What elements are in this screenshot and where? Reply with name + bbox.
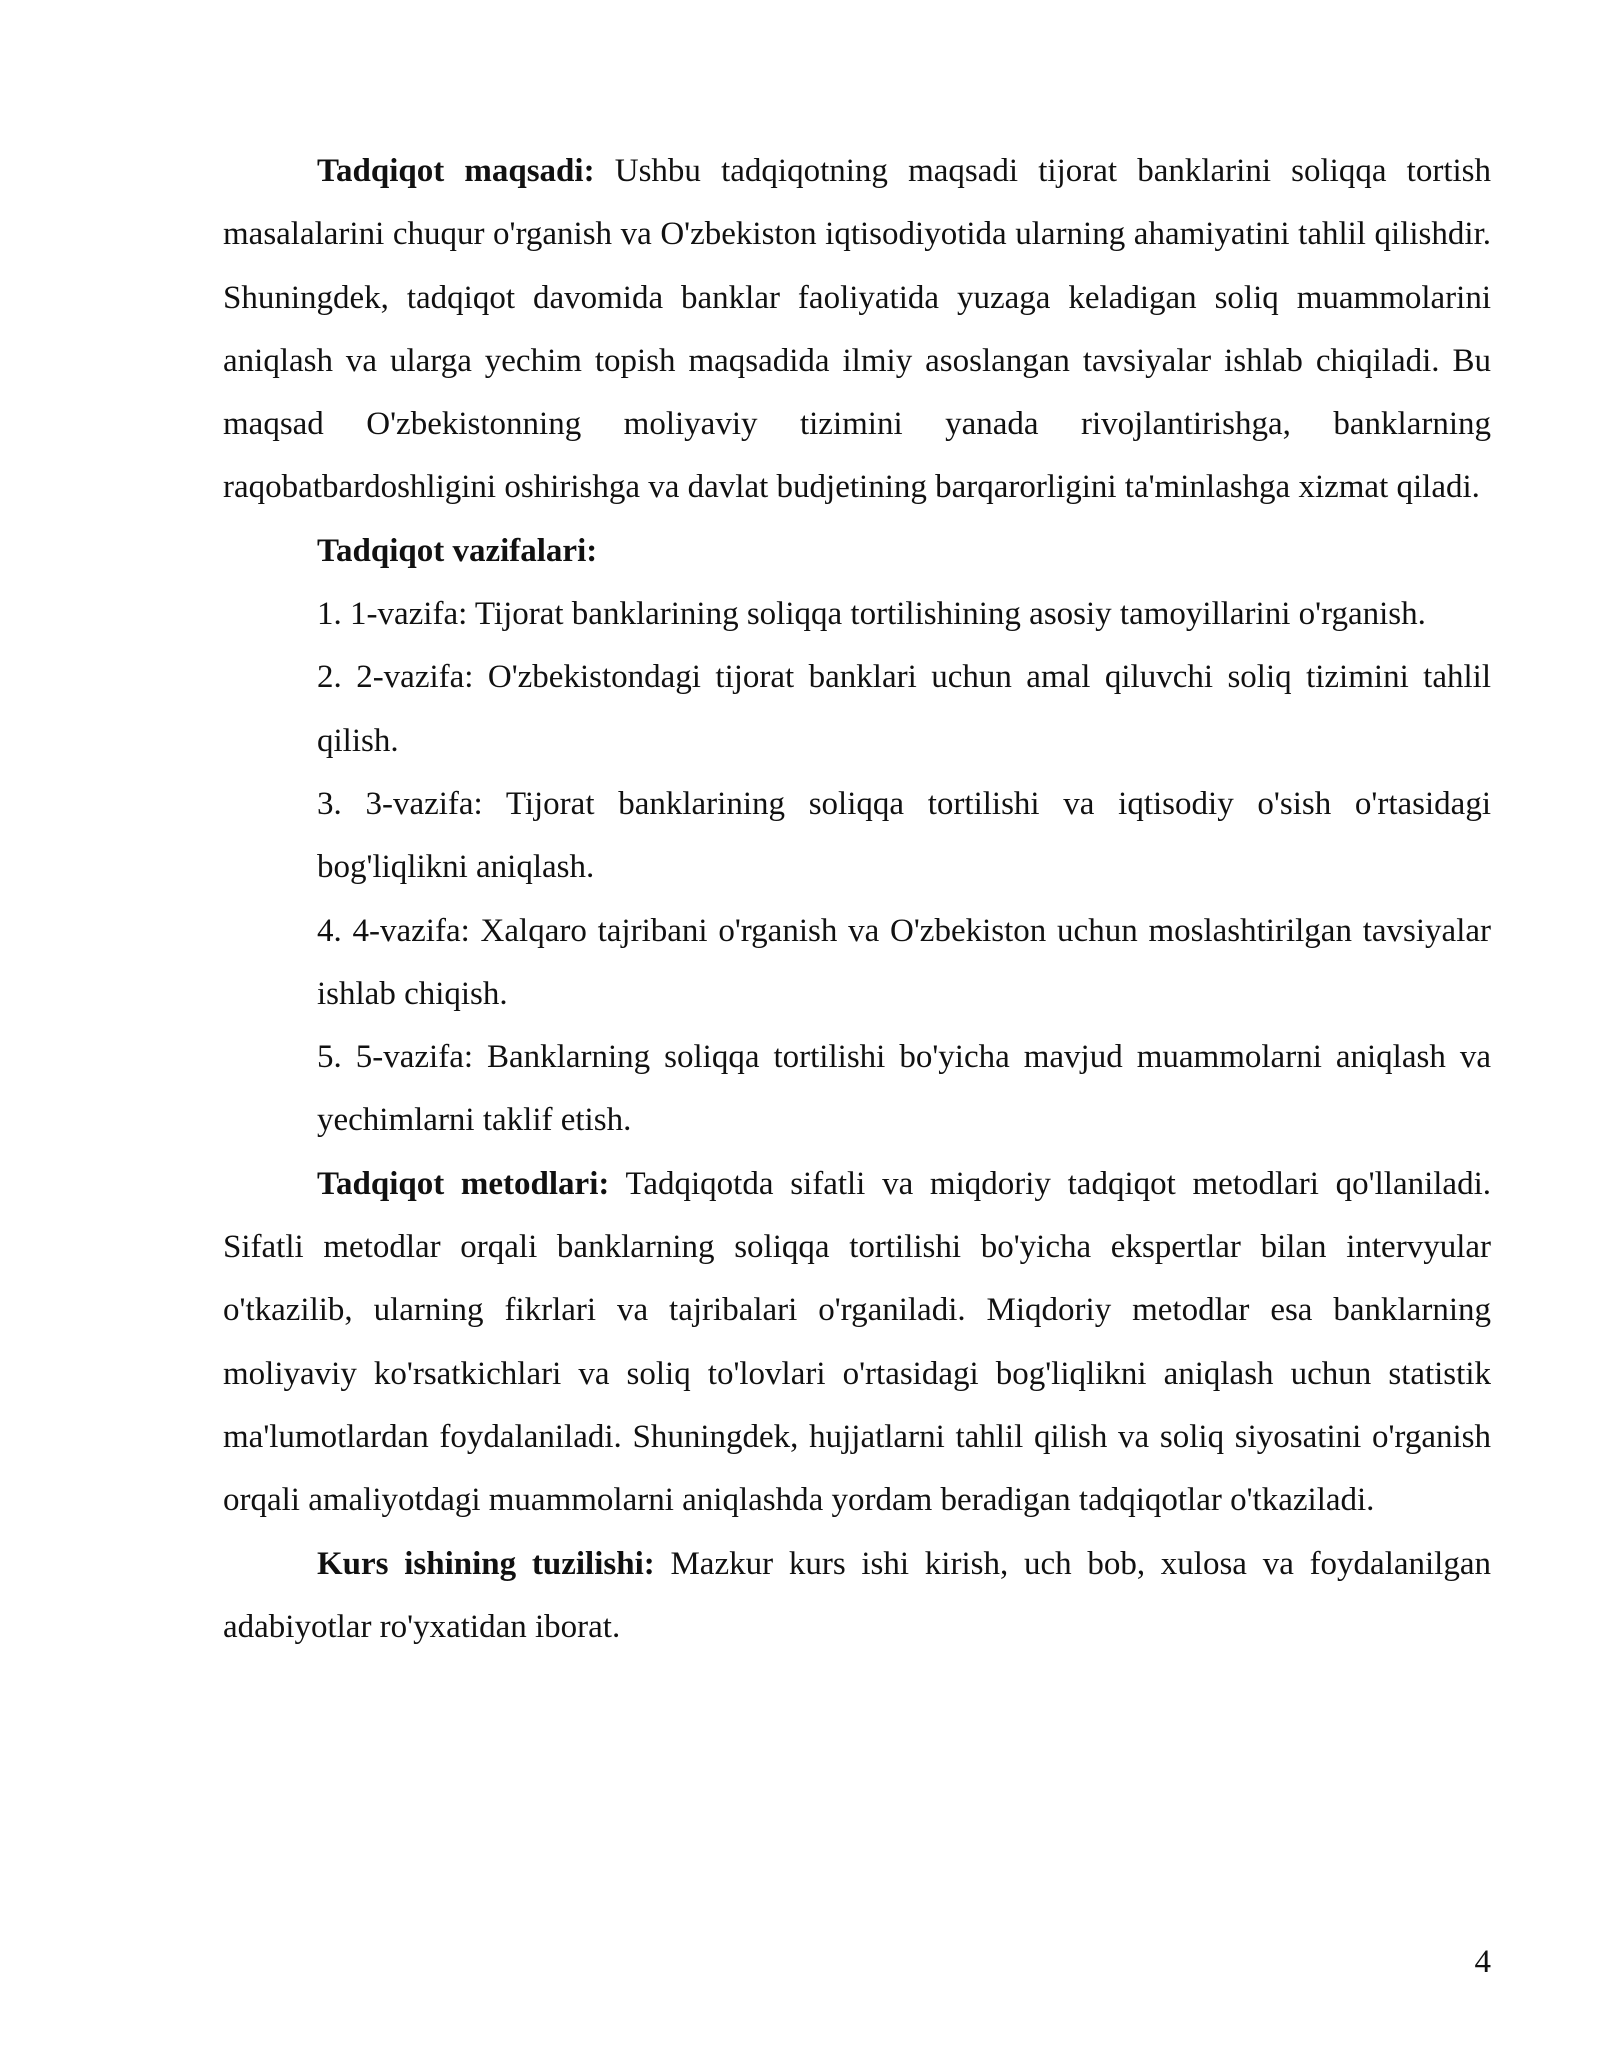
structure-heading: Kurs ishining tuzilishi: — [317, 1545, 655, 1582]
structure-paragraph — [223, 1533, 1491, 1660]
document-body — [223, 140, 1491, 1659]
objective-text: Ushbu tadqiqotning maqsadi tijorat banklarini soliqqa tortish masalalarini chuqur o'rganish va O'zbekiston iqtisodiyotida ularning ahamiyatini tahlil qilishdir. Shuningdek, tadqiqot davomida banklar faoliyatida yuzaga keladigan soliq muammolarini aniqlash va ularga yechim topish maqsadida ilmiy asoslangan tavsiyalar ishlab chiqiladi. Bu maqsad O'zbekistonning moliyaviy tizimini yanada rivojlantirishga, banklarning raqobatbardoshligini oshirishga va davlat budjetining barqarorligini ta'minlashga xizmat qiladi. — [223, 153, 1491, 506]
methods-heading: Tadqiqot metodlari: — [317, 1165, 610, 1202]
task-item-5: 5. 5-vazifa: Banklarning soliqqa tortilishi bo'yicha mavjud muammolarni aniqlash va yechimlarni taklif etish. — [317, 1039, 1491, 1139]
page-number: 4 — [1474, 1944, 1491, 1980]
objective-paragraph — [223, 140, 1491, 520]
task-item-4: 4. 4-vazifa: Xalqaro tajribani o'rganish va O'zbekiston uchun moslashtirilgan tavsiyalar ishlab chiqish. — [317, 912, 1491, 1012]
tasks-heading-paragraph — [223, 520, 1491, 583]
objective-heading: Tadqiqot maqsadi: — [317, 153, 595, 189]
task-item-3: 3. 3-vazifa: Tijorat banklarining soliqqa tortilishi va iqtisodiy o'sish o'rtasidagi bog'liqlikni aniqlash. — [317, 785, 1491, 886]
tasks-heading: Tadqiqot vazifalari: — [317, 532, 598, 569]
methods-paragraph — [223, 1153, 1491, 1533]
structure-text: Mazkur kurs ishi kirish, uch bob, xulosa va foydalanilgan adabiyotlar ro'yxatidan iborat. — [223, 1545, 1492, 1645]
task-item-2: 2. 2-vazifa: O'zbekistondagi tijorat banklari uchun amal qiluvchi soliq tizimini tahlil qilish. — [317, 659, 1491, 759]
methods-text: Tadqiqotda sifatli va miqdoriy tadqiqot metodlari qo'llaniladi. Sifatli metodlar orqali banklarning soliqqa tortilishi bo'yicha ekspertlar bilan intervyular o'tkazilib, ularning fikrlari va tajribalari o'rganiladi. Miqdoriy metodlar esa banklarning moliyaviy ko'rsatkichlari va soliq to'lovlari o'rtasidagi bog'liqlikni aniqlash uchun statistik ma'lumotlardan foydalaniladi. Shuningdek, hujjatlarni tahlil qilish va soliq siyosatini o'rganish orqali amaliyotdagi muammolarni aniqlashda yordam beradigan tadqiqotlar o'tkaziladi. — [223, 1165, 1491, 1519]
task-item-1: 1. 1-vazifa: Tijorat banklarining soliqqa tortilishining asosiy tamoyillarini o'rganish. — [317, 596, 1426, 633]
